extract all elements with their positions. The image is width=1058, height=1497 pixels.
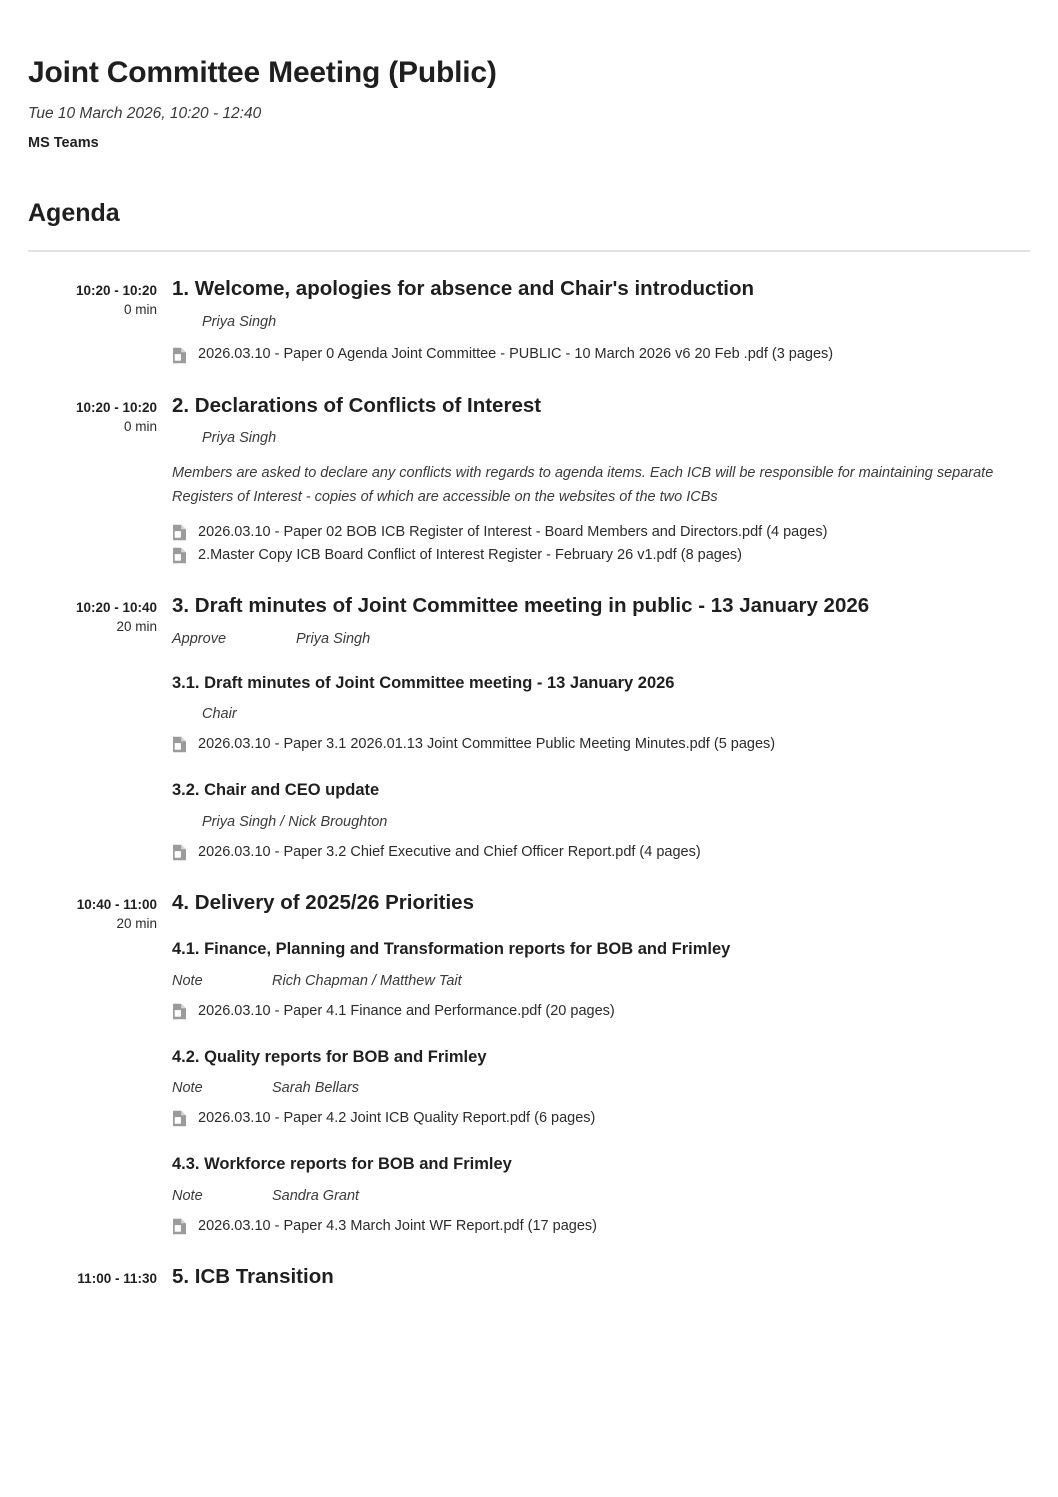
attachment-list [172,1000,1030,1023]
agenda-body-column [157,890,1030,1238]
attachment-item[interactable] [172,841,1030,864]
agenda-time-range: 10:20 - 10:20 [75,282,157,298]
section-divider [28,250,1030,252]
agenda-subitem-title: 3.1. Draft minutes of Joint Committee meeting - 13 January 2026 [172,673,675,692]
attachment-name: 2026.03.10 - Paper 3.2 Chief Executive and Chief Officer Report.pdf (4 pages) [198,843,701,860]
agenda-meta-row [172,630,1030,649]
agenda-subitem[interactable] [172,939,1030,1022]
agenda-presenter: Sandra Grant [272,1187,360,1204]
agenda-presenter: Priya Singh / Nick Broughton [202,813,388,830]
document-file-icon [172,1110,187,1127]
agenda-subitem-title: 3.2. Chair and CEO update [172,781,380,800]
agenda-action-label: Approve [172,631,227,648]
agenda-presenter: Rich Chapman / Matthew Tait [272,972,462,989]
attachment-name: 2026.03.10 - Paper 4.3 March Joint WF Report.pdf (17 pages) [198,1217,597,1234]
agenda-subitem[interactable] [172,780,1030,863]
attachment-item[interactable] [172,1215,1030,1238]
agenda-time-column [28,276,157,320]
agenda-meta-row [172,1079,1030,1098]
attachment-list [172,521,1030,567]
document-file-icon [172,547,187,564]
agenda-meta-row [172,1187,1030,1206]
agenda-duration: 0 min [123,418,157,434]
attachment-name: 2026.03.10 - Paper 3.1 2026.01.13 Joint Committee Public Meeting Minutes.pdf (5 pages) [198,736,776,753]
agenda-time-column [28,1264,157,1288]
document-file-icon [172,736,187,753]
agenda-meta-row [172,972,1030,991]
document-file-icon [172,347,187,364]
agenda-subitem[interactable] [172,1154,1030,1237]
attachment-item[interactable] [172,1107,1030,1130]
agenda-time-column [28,393,157,437]
agenda-presenter: Chair [202,706,237,723]
attachment-item[interactable] [172,521,1030,544]
agenda-item-description: Members are asked to declare any conflicts with regards to agenda items. Each ICB will be responsible for maintaining separate Registers of Interest - copies of which are accessible on the websites of the two ICBs [172,465,994,505]
meeting-datetime: Tue 10 March 2026, 10:20 - 12:40 [28,104,262,122]
agenda-action-label: Note [172,1187,203,1204]
attachment-item[interactable] [172,544,1030,567]
agenda-subitem[interactable] [172,673,1030,756]
attachment-list [172,1107,1030,1130]
agenda-subitem-title: 4.2. Quality reports for BOB and Frimley [172,1047,487,1066]
meeting-location: MS Teams [28,135,99,152]
agenda-time-column [28,593,157,637]
page-title: Joint Committee Meeting (Public) [28,56,497,89]
agenda-action-label: Note [172,1080,203,1097]
agenda-subitem-title: 4.3. Workforce reports for BOB and Frimley [172,1155,512,1174]
agenda-meta-row [172,429,1030,448]
attachment-list [172,733,1030,756]
attachment-name: 2.Master Copy ICB Board Conflict of Interest Register - February 26 v1.pdf (8 pages) [198,547,742,564]
attachment-list [172,1215,1030,1238]
agenda-section-heading: Agenda [28,199,120,228]
attachment-list [172,841,1030,864]
agenda-item[interactable] [28,1264,1030,1290]
attachment-item[interactable] [172,343,1030,366]
agenda-subitem-list [172,939,1030,1237]
agenda-duration: 20 min [116,619,157,635]
agenda-action-label: Note [172,972,203,989]
agenda-time-range: 10:20 - 10:40 [75,600,157,616]
agenda-item-title: 4. Delivery of 2025/26 Priorities [172,890,474,914]
agenda-subitem-list [172,673,1030,864]
agenda-item[interactable] [28,890,1030,1238]
document-file-icon [172,1218,187,1235]
agenda-time-column [28,890,157,934]
agenda-meta-row [172,813,1030,832]
agenda-time-range: 10:20 - 10:20 [75,399,157,415]
document-file-icon [172,524,187,541]
attachment-list [172,343,1030,366]
agenda-presenter: Sarah Bellars [272,1080,360,1097]
agenda-item-list [28,276,1030,1290]
agenda-body-column [157,276,1030,367]
attachment-name: 2026.03.10 - Paper 4.2 Joint ICB Quality Report.pdf (6 pages) [198,1110,596,1127]
agenda-subitem-title: 4.1. Finance, Planning and Transformation reports for BOB and Frimley [172,940,731,959]
attachment-item[interactable] [172,733,1030,756]
agenda-presenter: Priya Singh [296,631,371,648]
agenda-meta-row [172,313,1030,332]
document-file-icon [172,844,187,861]
agenda-item-title: 3. Draft minutes of Joint Committee meeting in public - 13 January 2026 [172,594,870,618]
agenda-item[interactable] [28,593,1030,863]
attachment-name: 2026.03.10 - Paper 4.1 Finance and Performance.pdf (20 pages) [198,1002,615,1019]
agenda-body-column [157,593,1030,863]
agenda-presenter: Priya Singh [202,430,277,447]
document-file-icon [172,1003,187,1020]
agenda-item-title: 1. Welcome, apologies for absence and Chair's introduction [172,276,755,300]
agenda-time-range: 10:40 - 11:00 [76,896,157,912]
document-header [28,0,1030,152]
agenda-body-column [157,1264,1030,1290]
agenda-item-title: 2. Declarations of Conflicts of Interest [172,393,542,417]
agenda-item[interactable] [28,276,1030,367]
agenda-meta-row [172,705,1030,724]
agenda-time-range: 11:00 - 11:30 [77,1270,157,1286]
agenda-body-column [157,393,1030,568]
agenda-subitem[interactable] [172,1047,1030,1130]
agenda-duration: 0 min [123,301,157,317]
agenda-item[interactable] [28,393,1030,568]
attachment-item[interactable] [172,1000,1030,1023]
attachment-name: 2026.03.10 - Paper 0 Agenda Joint Committee - PUBLIC - 10 March 2026 v6 20 Feb .pdf (3 pages) [198,346,834,363]
agenda-item-title: 5. ICB Transition [172,1264,334,1288]
attachment-name: 2026.03.10 - Paper 02 BOB ICB Register of Interest - Board Members and Directors.pdf (4 pages) [198,524,828,541]
agenda-presenter: Priya Singh [202,313,277,330]
agenda-duration: 20 min [116,915,157,931]
